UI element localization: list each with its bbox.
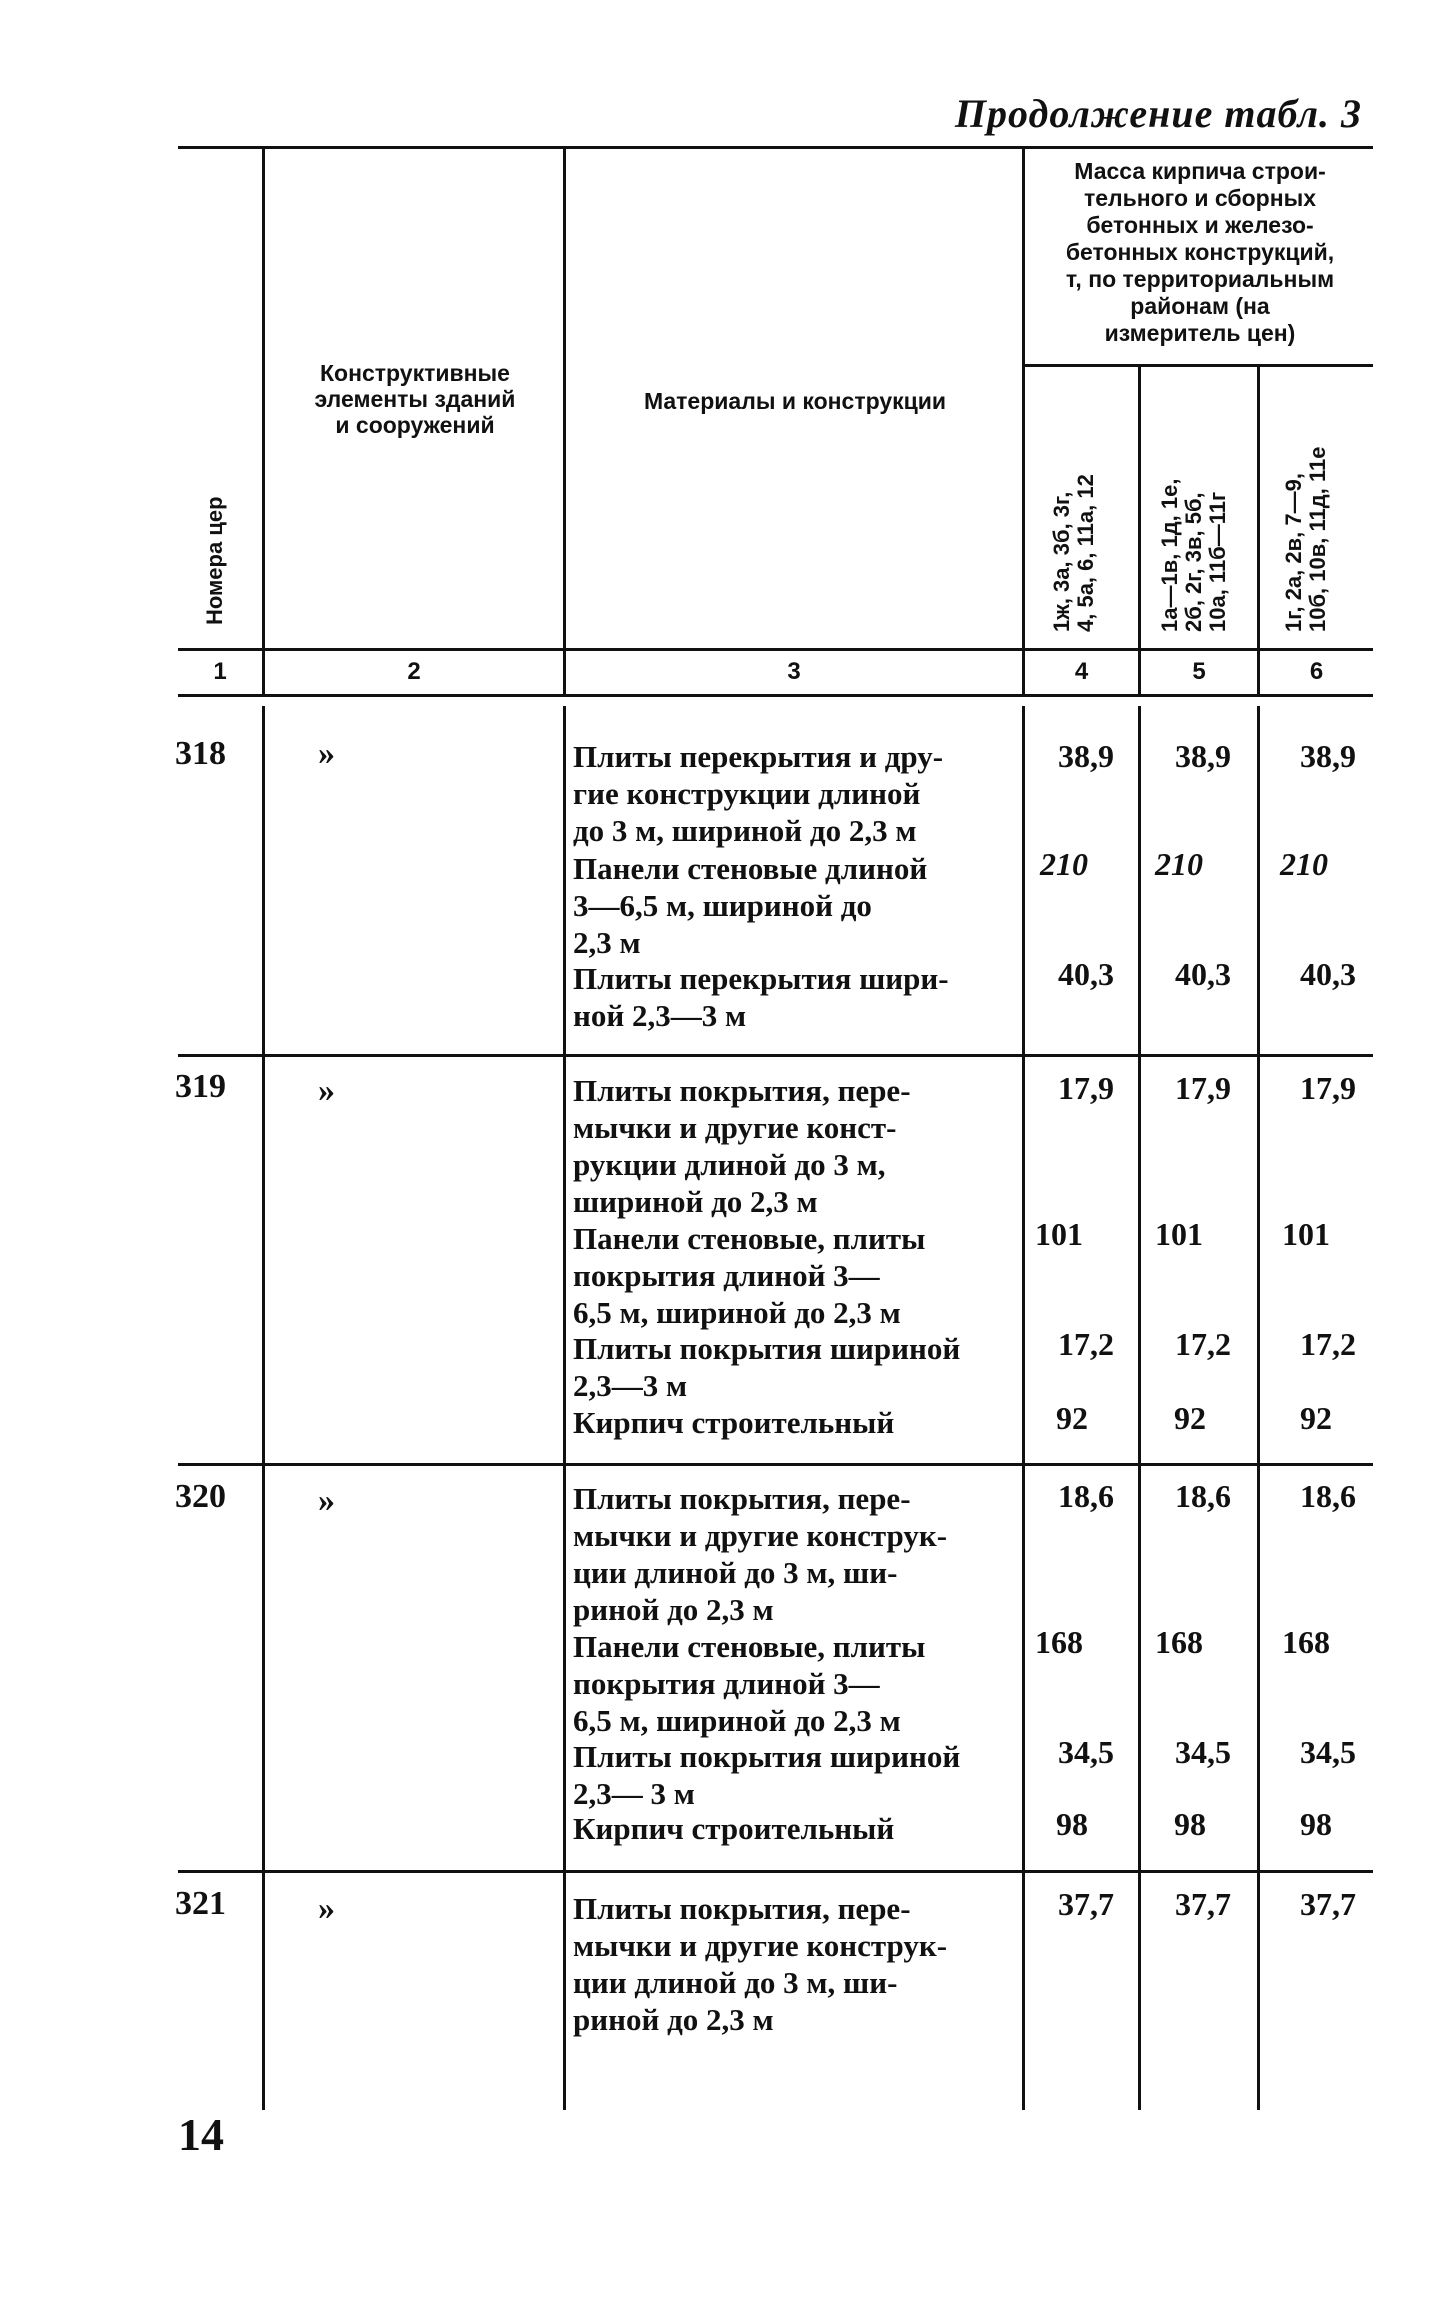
ditto-mark: » — [318, 1482, 335, 1519]
vrule-body-3 — [1022, 706, 1025, 2110]
material-line: Панели стеновые, плиты — [573, 1629, 926, 1664]
vrule-3 — [1022, 148, 1025, 694]
rule-mass-header — [1022, 364, 1373, 367]
vrule-4 — [1138, 366, 1141, 694]
row-number: 320 — [175, 1478, 226, 1515]
vrule-2 — [563, 148, 566, 694]
value-cell: 210 — [1280, 846, 1328, 882]
rule-row-319 — [178, 1054, 1373, 1057]
material-line: покрытия длиной 3— — [573, 1258, 880, 1293]
material-line: 2,3 м — [573, 925, 641, 960]
material-line: Плиты покрытия шириной — [573, 1331, 961, 1366]
colnum-6: 6 — [1309, 658, 1324, 685]
header-col2-line: элементы зданий — [314, 386, 516, 412]
material-line: 2,3—3 м — [573, 1368, 688, 1403]
material-text — [573, 850, 1003, 961]
value-cell: 34,5 — [1175, 1734, 1231, 1770]
ditto-mark: » — [318, 1890, 335, 1927]
rule-numbers-bottom — [178, 694, 1373, 697]
material-text — [573, 1628, 1003, 1739]
vrule-body-2 — [563, 706, 566, 2110]
value-cell: 98 — [1056, 1806, 1088, 1842]
rule-row-320 — [178, 1463, 1373, 1466]
material-line: ции длиной до 3 м, ши- — [573, 1965, 898, 2000]
header-col2-line: и сооружений — [335, 412, 495, 438]
value-cell: 17,2 — [1175, 1326, 1231, 1362]
value-cell: 38,9 — [1175, 738, 1231, 774]
value-cell: 17,9 — [1058, 1070, 1114, 1106]
material-line: риной до 2,3 м — [573, 2002, 774, 2037]
material-text — [573, 960, 1003, 1034]
material-line: Кирпич строительный — [573, 1811, 895, 1846]
value-cell: 168 — [1155, 1624, 1203, 1660]
value-cell: 34,5 — [1058, 1734, 1114, 1770]
header-mass-line: бетонных конструкций, — [1065, 239, 1335, 265]
value-cell: 168 — [1282, 1624, 1330, 1660]
value-cell: 37,7 — [1300, 1886, 1356, 1922]
value-cell: 18,6 — [1300, 1478, 1356, 1514]
header-mass — [1026, 158, 1374, 347]
row-number: 318 — [175, 735, 226, 772]
header-col2-line: Конструктивные — [320, 360, 510, 386]
row-number: 321 — [175, 1885, 226, 1922]
material-line: Плиты перекрытия и дру- — [573, 739, 944, 774]
header-sub5-line: 1а—1в, 1д, 1е, — [1157, 478, 1182, 632]
material-line: гие конструкции длиной — [573, 776, 921, 811]
material-text — [573, 1220, 1003, 1331]
value-cell: 210 — [1155, 846, 1203, 882]
value-cell: 38,9 — [1300, 738, 1356, 774]
colnum-2: 2 — [407, 658, 421, 685]
header-sub5 — [1158, 479, 1230, 632]
value-cell: 92 — [1174, 1400, 1206, 1436]
material-text — [573, 738, 1003, 849]
header-col1: Номера цер — [202, 496, 227, 625]
value-cell: 98 — [1174, 1806, 1206, 1842]
header-mass-line: районам (на — [1130, 293, 1270, 319]
row-number: 319 — [175, 1068, 226, 1105]
value-cell: 34,5 — [1300, 1734, 1356, 1770]
material-text — [573, 1480, 1003, 1628]
material-line: рукции длиной до 3 м, — [573, 1147, 886, 1182]
header-mass-line: тельного и сборных — [1083, 185, 1317, 211]
vrule-5 — [1257, 366, 1260, 694]
vrule-body-1 — [262, 706, 265, 2110]
value-cell: 17,9 — [1300, 1070, 1356, 1106]
rule-top — [178, 146, 1373, 149]
vrule-body-4 — [1138, 706, 1141, 2110]
material-text — [573, 1404, 1003, 1441]
material-line: мычки и другие конст- — [573, 1110, 897, 1145]
header-mass-line: измеритель цен) — [1104, 320, 1296, 346]
material-line: до 3 м, шириной до 2,3 м — [573, 813, 917, 848]
header-sub5-line: 2б, 2г, 3в, 5б, — [1181, 492, 1206, 632]
header-mass-line: бетонных и железо- — [1086, 212, 1314, 238]
material-line: мычки и другие конструк- — [573, 1928, 948, 1963]
value-cell: 17,9 — [1175, 1070, 1231, 1106]
material-line: риной до 2,3 м — [573, 1592, 774, 1627]
value-cell: 92 — [1300, 1400, 1332, 1436]
header-sub6-line: 1г, 2а, 2в, 7—9, — [1281, 473, 1306, 632]
value-cell: 37,7 — [1175, 1886, 1231, 1922]
value-cell: 17,2 — [1300, 1326, 1356, 1362]
rule-row-321 — [178, 1870, 1373, 1873]
material-text — [573, 1810, 1003, 1847]
colnum-1: 1 — [213, 658, 227, 685]
material-text — [573, 1890, 1003, 2038]
value-cell: 38,9 — [1058, 738, 1114, 774]
header-col2 — [270, 360, 560, 438]
material-text — [573, 1072, 1003, 1220]
ditto-mark: » — [318, 1072, 335, 1109]
header-sub4 — [1050, 474, 1098, 632]
material-line: 3—6,5 м, шириной до — [573, 888, 872, 923]
value-cell: 17,2 — [1058, 1326, 1114, 1362]
material-line: Плиты покрытия, пере- — [573, 1481, 911, 1516]
material-line: 6,5 м, шириной до 2,3 м — [573, 1703, 901, 1738]
header-mass-line: т, по территориальным — [1065, 266, 1335, 292]
material-line: Плиты покрытия шириной — [573, 1739, 961, 1774]
value-cell: 18,6 — [1058, 1478, 1114, 1514]
material-line: Панели стеновые длиной — [573, 851, 928, 886]
value-cell: 210 — [1040, 846, 1088, 882]
value-cell: 18,6 — [1175, 1478, 1231, 1514]
value-cell: 101 — [1155, 1216, 1203, 1252]
ditto-mark: » — [318, 735, 335, 772]
material-line: Панели стеновые, плиты — [573, 1221, 926, 1256]
vrule-body-5 — [1257, 706, 1260, 2110]
header-mass-line: Масса кирпича строи- — [1074, 158, 1326, 184]
header-sub6-line: 10б, 10в, 11д, 11е — [1305, 446, 1330, 632]
value-cell: 40,3 — [1058, 956, 1114, 992]
material-line: 2,3— 3 м — [573, 1776, 695, 1811]
colnum-5: 5 — [1192, 658, 1206, 685]
page-number: 14 — [178, 2109, 224, 2160]
material-text — [573, 1738, 1003, 1812]
header-sub5-line: 10а, 11б—11г — [1205, 491, 1230, 632]
colnum-3: 3 — [787, 658, 801, 685]
value-cell: 40,3 — [1300, 956, 1356, 992]
value-cell: 101 — [1282, 1216, 1330, 1252]
value-cell: 98 — [1300, 1806, 1332, 1842]
rule-header-bottom — [178, 648, 1373, 651]
material-line: шириной до 2,3 м — [573, 1184, 818, 1219]
colnum-4: 4 — [1074, 658, 1089, 685]
value-cell: 101 — [1035, 1216, 1083, 1252]
material-line: мычки и другие конструк- — [573, 1518, 948, 1553]
material-line: Плиты покрытия, пере- — [573, 1073, 911, 1108]
material-line: Кирпич строительный — [573, 1405, 895, 1440]
table-caption: Продолжение табл. 3 — [954, 91, 1362, 136]
value-cell: 37,7 — [1058, 1886, 1114, 1922]
value-cell: 168 — [1035, 1624, 1083, 1660]
material-line: ции длиной до 3 м, ши- — [573, 1555, 898, 1590]
material-line: Плиты перекрытия шири- — [573, 961, 949, 996]
header-sub4-line: 1ж, 3а, 3б, 3г, — [1049, 491, 1074, 632]
material-line: ной 2,3—3 м — [573, 998, 747, 1033]
header-sub6 — [1282, 447, 1330, 632]
material-line: покрытия длиной 3— — [573, 1666, 880, 1701]
value-cell: 92 — [1056, 1400, 1088, 1436]
material-text — [573, 1330, 1003, 1404]
header-sub4-line: 4, 5а, 6, 11а, 12 — [1073, 474, 1098, 632]
header-col3: Материалы и конструкции — [643, 388, 947, 414]
material-line: 6,5 м, шириной до 2,3 м — [573, 1295, 901, 1330]
material-line: Плиты покрытия, пере- — [573, 1891, 911, 1926]
vrule-1 — [262, 148, 265, 694]
value-cell: 40,3 — [1175, 956, 1231, 992]
